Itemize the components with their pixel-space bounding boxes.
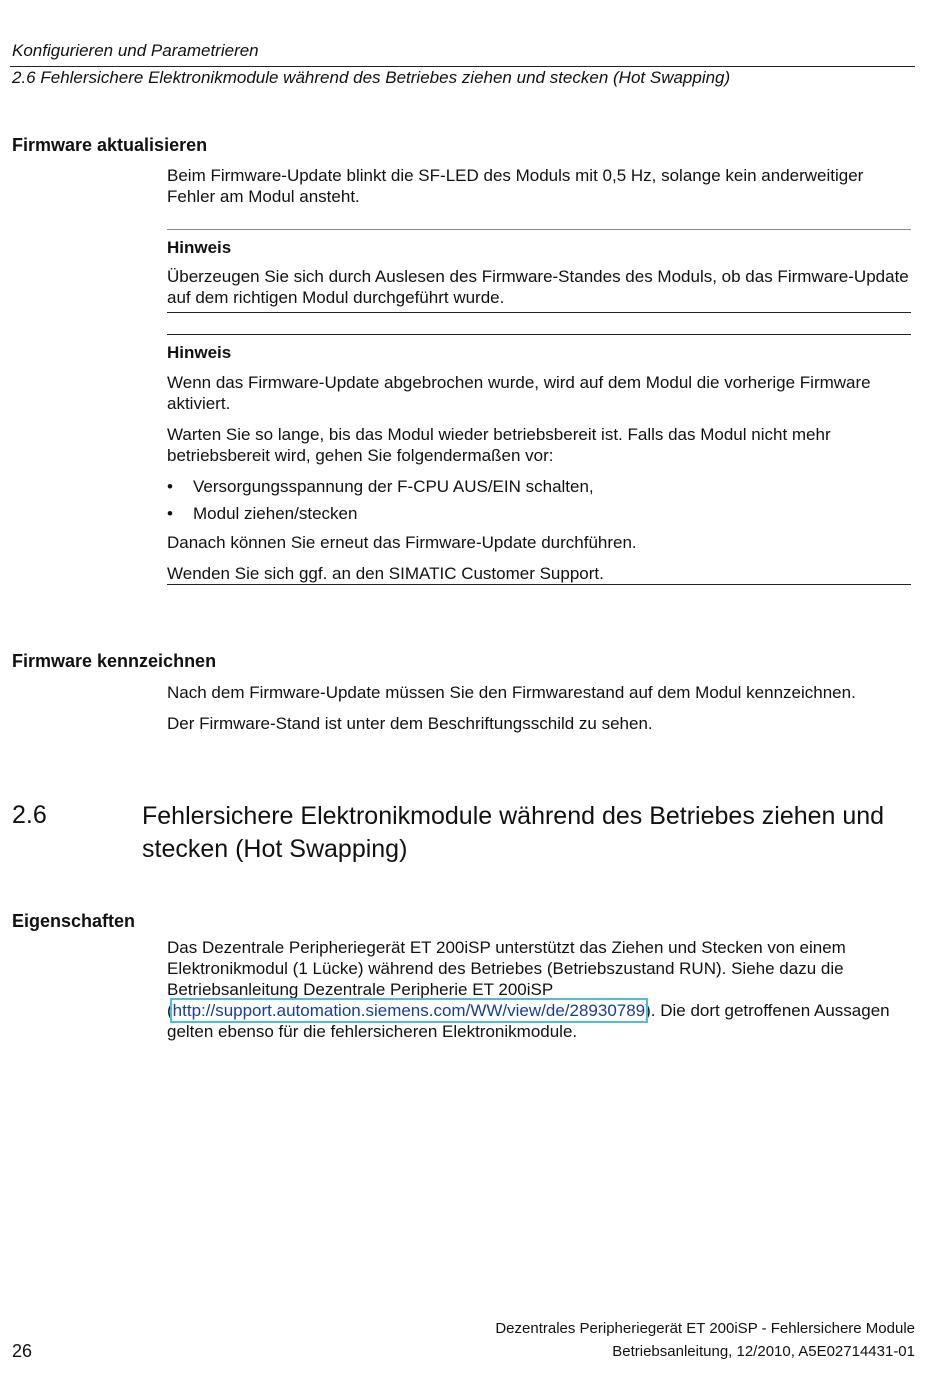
note1-text: Überzeugen Sie sich durch Auslesen des Firmware-Standes des Moduls, ob das Firmware-Update auf dem richtigen Modul durchgeführt wurde. — [167, 267, 909, 307]
note2-title: Hinweis — [167, 343, 232, 362]
header-divider — [10, 66, 915, 67]
firmware-update-text: Beim Firmware-Update blinkt die SF-LED des Moduls mit 0,5 Hz, solange kein anderweitiger Fehler am Modul ansteht. — [167, 166, 864, 206]
section-number: 2.6 — [12, 801, 47, 829]
heading-firmware-update: Firmware aktualisieren — [12, 135, 208, 155]
note1-bottom-rule — [167, 312, 911, 313]
footer-title: Dezentrales Peripheriegerät ET 200iSP - Fehlersichere Module — [495, 1320, 915, 1337]
note2-paragraph-1: Wenn das Firmware-Update abgebrochen wurde, wird auf dem Modul die vorherige Firmware aktiviert. — [167, 373, 871, 413]
note2-content — [167, 372, 915, 594]
footer-edition: Betriebsanleitung, 12/2010, A5E02714431-01 — [612, 1343, 915, 1360]
note2-paragraph-2: Warten Sie so lange, bis das Modul wieder betriebsbereit ist. Falls das Modul nicht mehr betriebsbereit wird, gehen Sie folgendermaßen vor: — [167, 425, 831, 465]
firmware-mark-paragraph-1: Nach dem Firmware-Update müssen Sie den Firmwarestand auf dem Modul kennzeichnen. — [167, 683, 856, 702]
properties-text-after: ). Die dort getroffenen Aussagen gelten ebenso für die fehlersicheren Elektronikmodule. — [167, 1001, 890, 1041]
heading-properties: Eigenschaften — [12, 911, 136, 931]
support-link[interactable]: http://support.automation.siemens.com/WW/view/de/28930789 — [172, 1001, 646, 1020]
note2-paragraph-3: Danach können Sie erneut das Firmware-Update durchführen. — [167, 533, 637, 552]
note1-top-rule — [167, 229, 911, 230]
note2-bottom-rule — [167, 584, 911, 585]
heading-firmware-mark: Firmware kennzeichnen — [12, 651, 217, 671]
note2-paragraph-4: Wenden Sie sich ggf. an den SIMATIC Customer Support. — [167, 564, 604, 583]
note2-bullet-list — [167, 476, 915, 524]
page-number: 26 — [12, 1341, 33, 1361]
list-item: • Versorgungsspannung der F-CPU AUS/EIN schalten, — [167, 476, 915, 497]
header-chapter: Konfigurieren und Parametrieren — [12, 41, 259, 60]
note2-top-rule — [167, 334, 911, 335]
list-item: • Modul ziehen/stecken — [167, 503, 915, 524]
header-section: 2.6 Fehlersichere Elektronikmodule während des Betriebes ziehen und stecken (Hot Swapping) — [12, 68, 731, 87]
note1-title: Hinweis — [167, 238, 232, 257]
section-title: Fehlersichere Elektronikmodule während des Betriebes ziehen und stecken (Hot Swapping) — [142, 802, 885, 863]
properties-text-before: Das Dezentrale Peripheriegerät ET 200iSP unterstützt das Ziehen und Stecken von einem Elektronikmodul (1 Lücke) während des Betriebes (Betriebszustand RUN). Siehe dazu die Betriebsanleitung Dezentrale Peripherie ET 200iSP ( — [167, 938, 846, 1020]
firmware-mark-paragraph-2: Der Firmware-Stand ist unter dem Beschriftungsschild zu sehen. — [167, 714, 653, 733]
properties-text — [167, 937, 915, 1042]
